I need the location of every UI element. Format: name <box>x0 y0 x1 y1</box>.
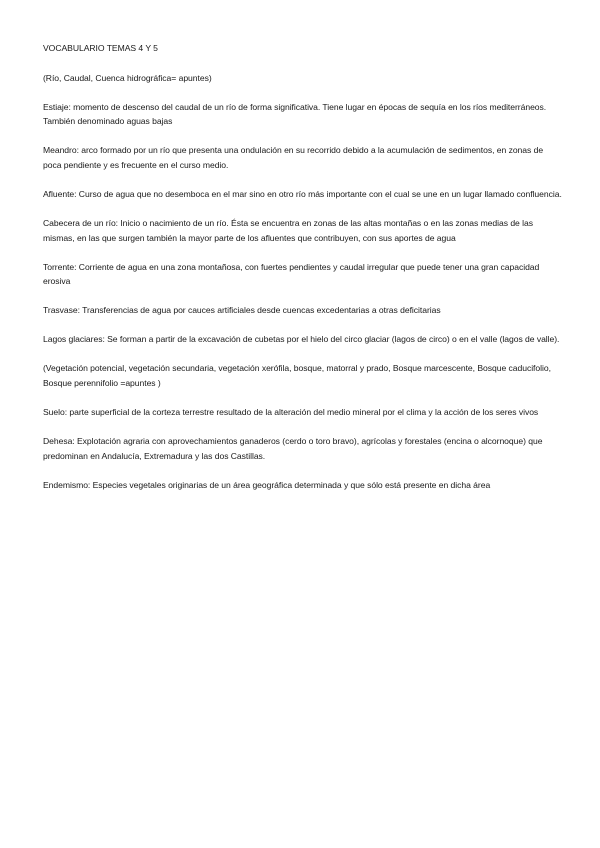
paragraph-lagos-glaciares: Lagos glaciares: Se forman a partir de la excavación de cubetas por el hielo del circo glaciar (lagos de circo) o en el valle (lagos de valle). <box>43 334 560 345</box>
document-title: VOCABULARIO TEMAS 4 Y 5 <box>43 43 158 53</box>
document-body <box>43 41 563 507</box>
paragraph-dehesa: Dehesa: Explotación agraria con aprovechamientos ganaderos (cerdo o toro bravo), agrícolas y forestales (encina o alcornoque) que predominan en Andalucía, Extremadura y las dos Castillas. <box>43 436 543 461</box>
paragraph-suelo: Suelo: parte superficial de la corteza terrestre resultado de la alteración del medio mineral por el clima y la acción de los seres vivos <box>43 407 539 418</box>
paragraph-estiaje: Estiaje: momento de descenso del caudal de un río de forma significativa. Tiene lugar en épocas de sequía en los ríos mediterráneos. También denominado aguas bajas <box>43 101 547 127</box>
paragraph-endemismo: Endemismo: Especies vegetales originarias de un área geográfica determinada y que sólo está presente en dicha área <box>43 479 491 490</box>
paragraph-afluente: Afluente: Curso de agua que no desemboca en el mar sino en otro río más importante con el cual se une en un lugar llamado confluencia. <box>43 188 562 199</box>
paragraph-torrente: Torrente: Corriente de agua en una zona montañosa, con fuertes pendientes y caudal irregular que puede tener una gran capacidad erosiva <box>43 261 540 287</box>
paragraph-cabecera: Cabecera de un río: Inicio o nacimiento de un río. Ésta se encuentra en zonas de las altas montañas o en las zonas medias de las mismas, en las que surgen también la mayor parte de los afluentes que contribuyen, con sus aportes de agua <box>43 218 533 243</box>
paragraph-trasvase: Trasvase: Transferencias de agua por cauces artificiales desde cuencas excedentarias a otras deficitarias <box>43 305 441 316</box>
paragraph-vegetacion: (Vegetación potencial, vegetación secundaria, vegetación xerófila, bosque, matorral y prado, Bosque marcescente, Bosque caducifolio, Bosque perennifolio =apuntes ) <box>43 363 551 388</box>
paragraph-rio-caudal-cuenca: (Río, Caudal, Cuenca hidrográfica= apuntes) <box>43 72 212 83</box>
paragraph-meandro: Meandro: arco formado por un río que presenta una ondulación en su recorrido debido a la acumulación de sedimentos, en zonas de poca pendiente y es frecuente en el curso medio. <box>43 145 544 170</box>
